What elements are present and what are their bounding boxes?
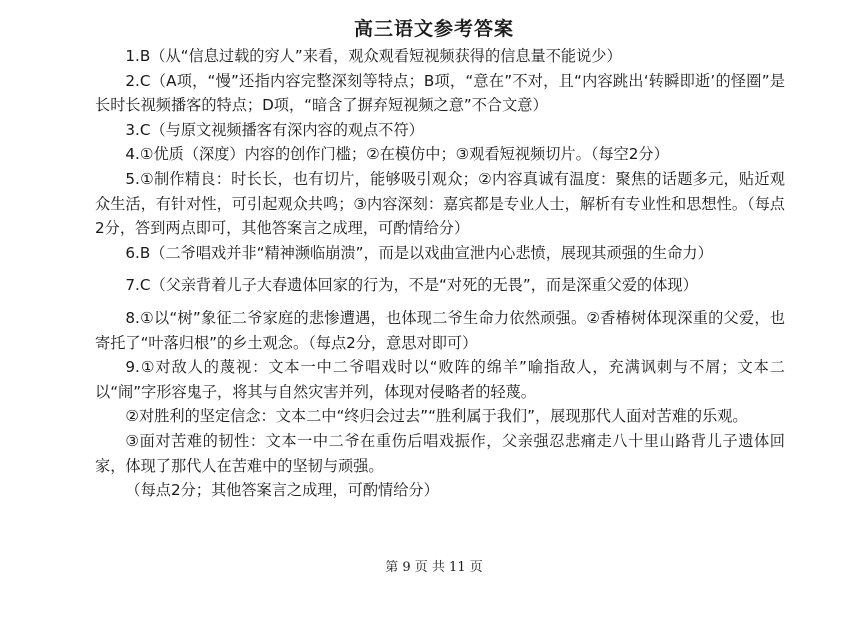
- page-title: 高三语文参考答案: [353, 18, 514, 40]
- answer-2: 2.C（A项，“慢”还指内容完整深刻等特点；B项，“意在”不对，且“内容跳出‘转瞬即逝’的怪圈”是长时长视频播客的特点；D项，“暗含了摒弃短视频之意”不合文意）: [95, 71, 785, 115]
- answer-list: [95, 44, 785, 503]
- answer-9-point-2: ②对胜利的坚定信念：文本二中“终归会过去”“胜利属于我们”，展现那代人面对苦难的乐观。: [125, 407, 748, 426]
- answer-8: 8.①以“树”象征二爷家庭的悲惨遭遇，也体现二爷生命力依然顽强。②香椿树体现深重的父爱，也寄托了“叶落归根”的乡土观念。（每点2分，意思对即可）: [95, 308, 785, 352]
- answer-6: 6.B（二爷唱戏并非“精神濒临崩溃”，而是以戏曲宣泄内心悲愤，展现其顽强的生命力）: [125, 243, 713, 262]
- answer-7: 7.C（父亲背着儿子大春遗体回家的行为，不是“对死的无畏”，而是深重父爱的体现）: [125, 276, 698, 295]
- answer-9-point-3: ③面对苦难的韧性：文本一中二爷在重伤后唱戏振作，父亲强忍悲痛走八十里山路背儿子遗体回家，体现了那代人在苦难中的坚韧与顽强。: [95, 431, 785, 475]
- answer-4: 4.①优质（深度）内容的创作门槛；②在模仿中；③观看短视频切片。（每空2分）: [125, 145, 669, 164]
- answer-9-point-1: 9.①对敌人的蔑视：文本一中二爷唱戏时以“败阵的绵羊”喻指敌人，充满讽刺与不屑；文本二以“闹”字形容鬼子，将其与自然灾害并列，体现对侵略者的轻蔑。: [95, 358, 785, 401]
- answer-5: 5.①制作精良：时长长，也有切片，能够吸引观众；②内容真诚有温度：聚焦的话题多元，贴近观众生活，有针对性，可引起观众共鸣；③内容深刻：嘉宾都是专业人士，解析有专业性和思想性。（每点2分，答到两点即可，其他答案言之成理，可酌情给分）: [95, 169, 785, 238]
- answer-9-scoring-note: （每点2分；其他答案言之成理，可酌情给分）: [125, 481, 439, 500]
- page-number-footer: 第 9 页 共 11 页: [385, 560, 483, 575]
- answer-1: 1.B（从“信息过载的穷人”来看，观众观看短视频获得的信息量不能说少）: [125, 47, 622, 65]
- answer-3: 3.C（与原文视频播客有深内容的观点不符）: [125, 120, 424, 139]
